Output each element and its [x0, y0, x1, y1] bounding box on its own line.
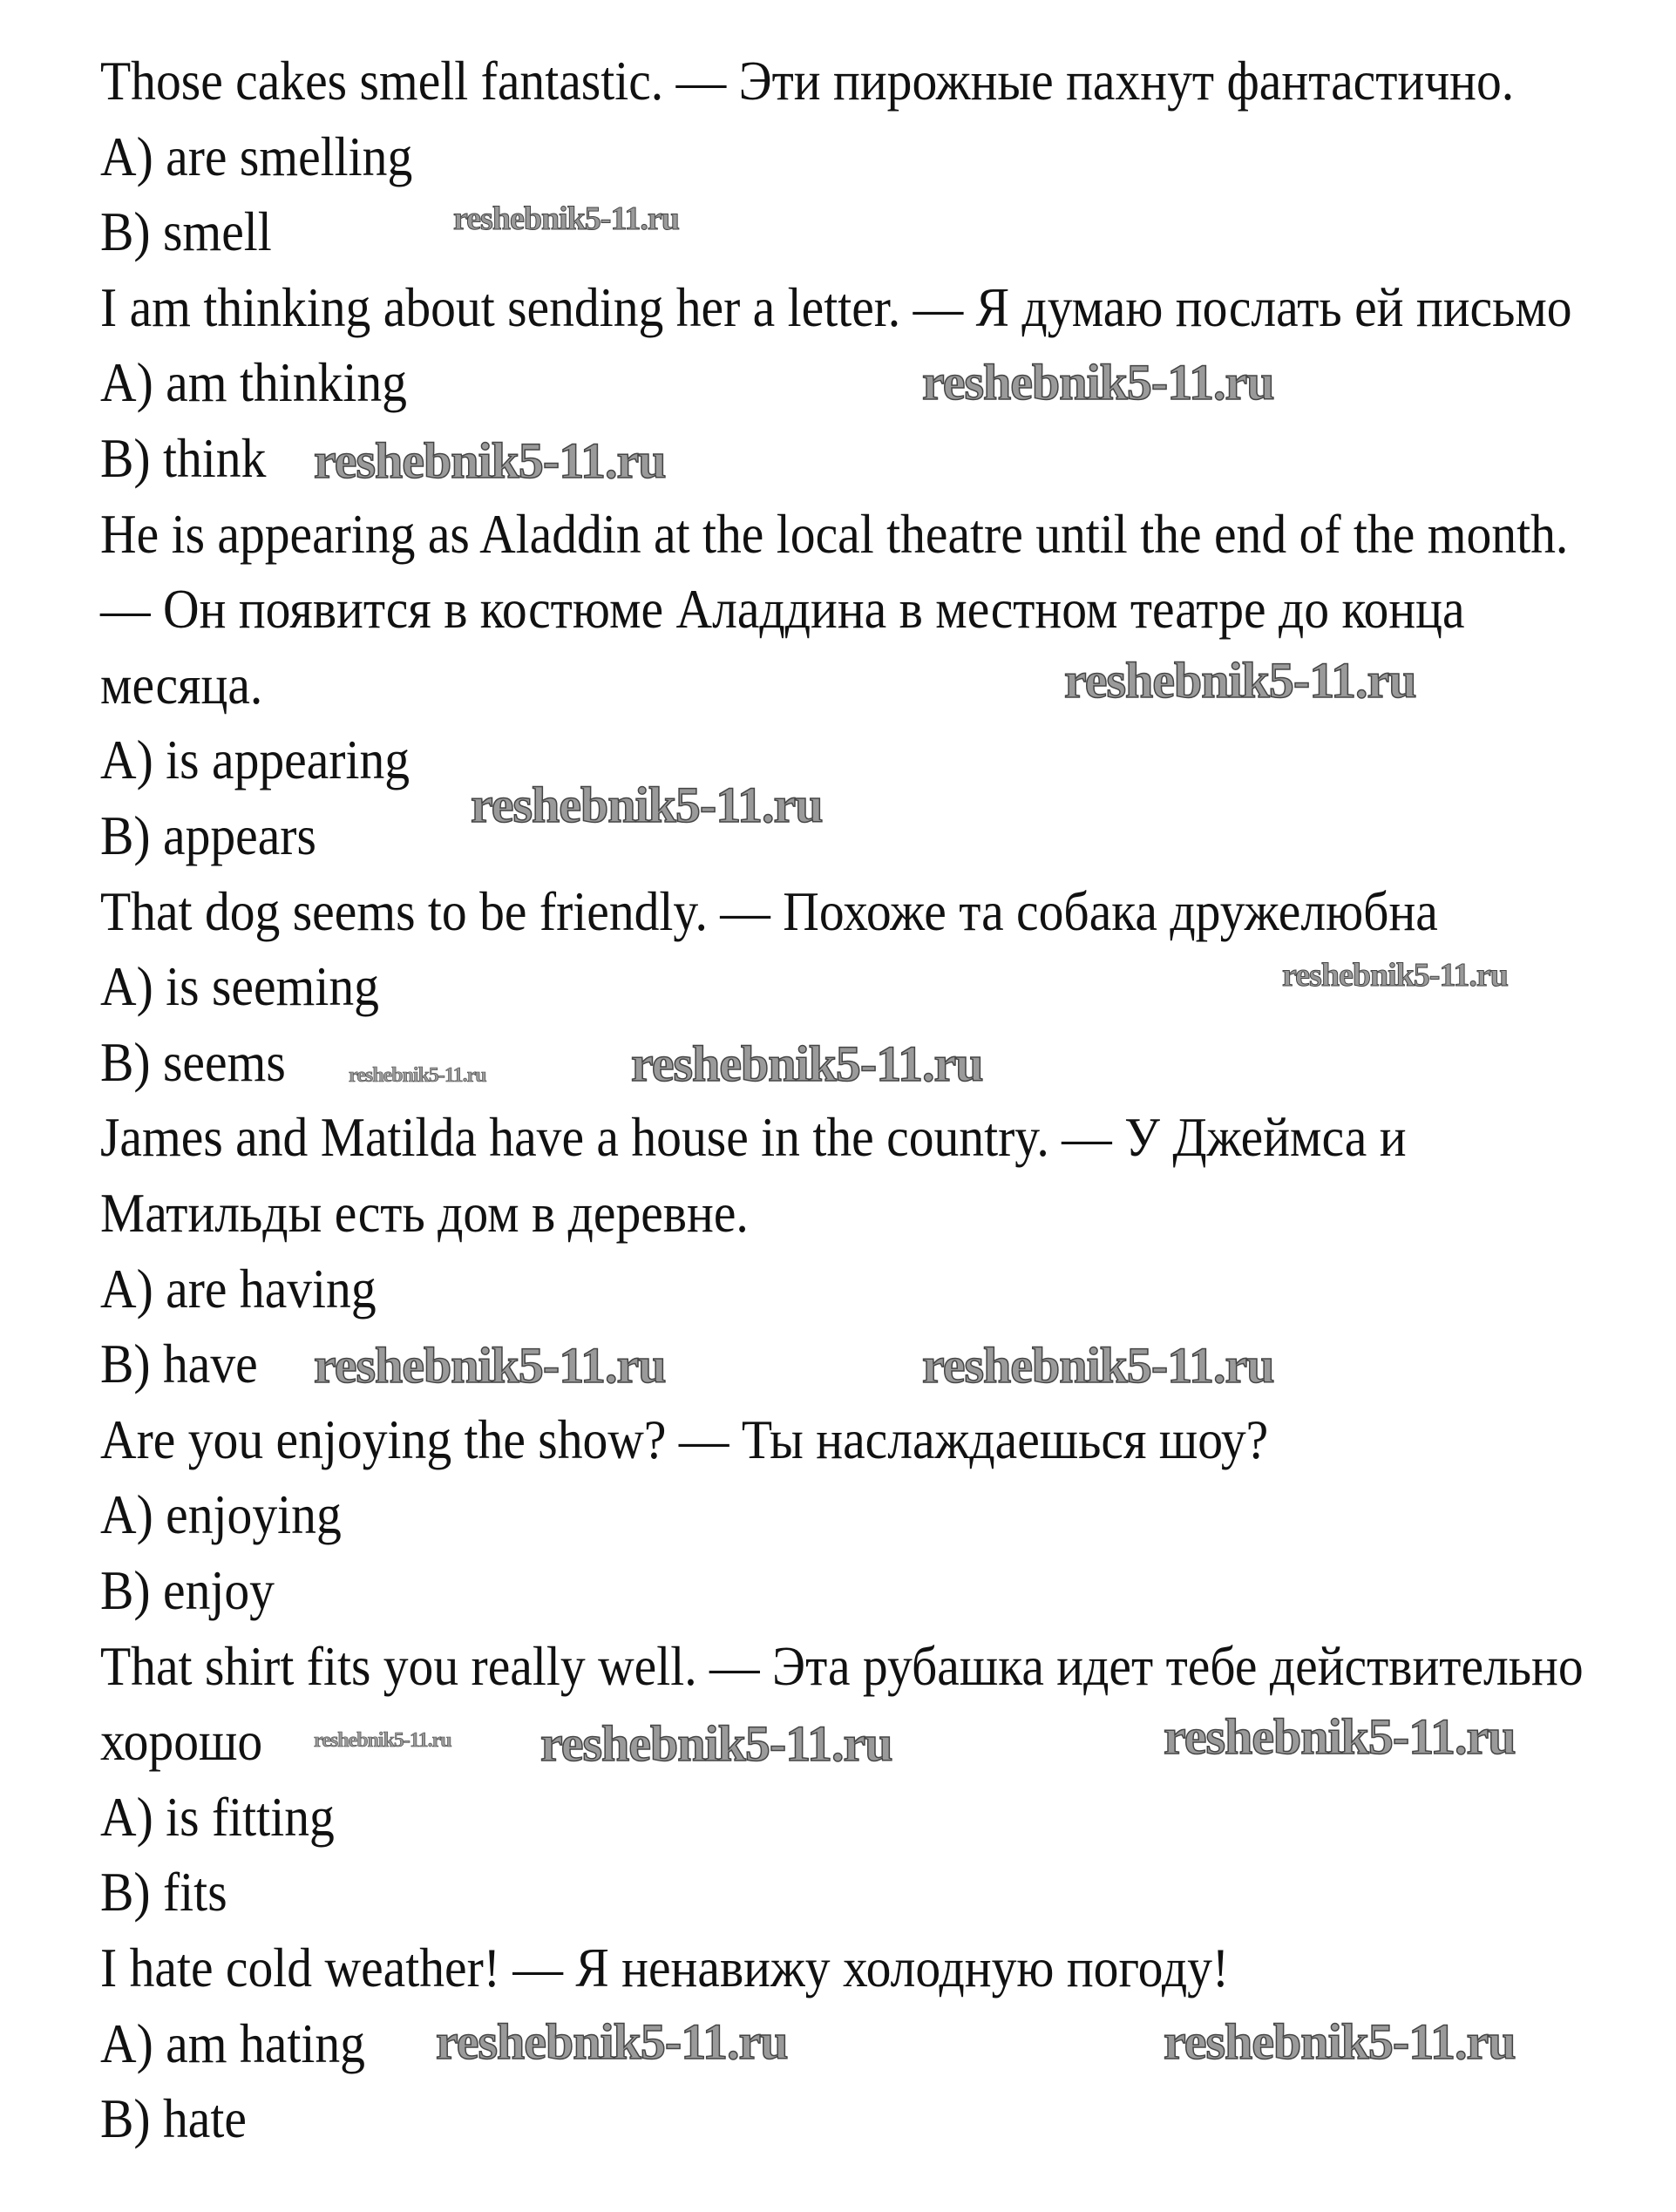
text-line: I am thinking about sending her a letter. — Я думаю послать ей письмо: [100, 275, 1572, 338]
text-line: That shirt fits you really well. — Эта рубашка идет тебе действительно: [100, 1634, 1584, 1697]
answer-option: A) are having: [100, 1257, 377, 1320]
text-line: месяца.: [100, 653, 263, 716]
answer-option: A) is fitting: [100, 1785, 335, 1848]
watermark: reshebnik5-11.ru: [453, 200, 679, 237]
watermark: reshebnik5-11.ru: [436, 2013, 788, 2070]
watermark: reshebnik5-11.ru: [314, 432, 666, 489]
watermark: reshebnik5-11.ru: [314, 1337, 666, 1394]
watermark: reshebnik5-11.ru: [631, 1035, 983, 1092]
text-line: He is appearing as Aladdin at the local theatre until the end of the month.: [100, 502, 1569, 565]
answer-option: A) am thinking: [100, 351, 407, 414]
text-line: хорошо: [100, 1710, 263, 1773]
text-line: Матильды есть дом в деревне.: [100, 1182, 749, 1244]
text-line: Those cakes smell fantastic. — Эти пирожные пахнут фантастично.: [100, 50, 1515, 112]
watermark: reshebnik5-11.ru: [471, 777, 823, 833]
answer-option: A) are smelling: [100, 125, 413, 187]
text-line: That dog seems to be friendly. — Похоже та собака дружелюбна: [100, 879, 1438, 942]
answer-option: B) seems: [100, 1030, 286, 1093]
answer-option: A) is appearing: [100, 729, 411, 791]
watermark: reshebnik5-11.ru: [922, 1337, 1274, 1394]
watermark: reshebnik5-11.ru: [1164, 2013, 1516, 2070]
watermark: reshebnik5-11.ru: [1282, 957, 1508, 994]
watermark: reshebnik5-11.ru: [349, 1064, 486, 1087]
text-line: — Он появится в костюме Аладдина в местном театре до конца: [100, 578, 1465, 641]
answer-option: A) is seeming: [100, 955, 379, 1018]
answer-option: B) smell: [100, 200, 272, 263]
watermark: reshebnik5-11.ru: [1064, 652, 1416, 709]
watermark: reshebnik5-11.ru: [1164, 1708, 1516, 1765]
watermark: reshebnik5-11.ru: [922, 354, 1274, 411]
watermark: reshebnik5-11.ru: [314, 1729, 451, 1752]
text-line: James and Matilda have a house in the country. — У Джеймса и: [100, 1106, 1407, 1169]
answer-option: B) appears: [100, 804, 316, 866]
answer-option: B) think: [100, 427, 267, 489]
text-line: I hate cold weather! — Я ненавижу холодную погоду!: [100, 1937, 1230, 1998]
text-line: Are you enjoying the show? — Ты наслаждаешься шоу?: [100, 1408, 1269, 1470]
answer-option: B) have: [100, 1333, 258, 1395]
answer-option: A) enjoying: [100, 1483, 342, 1546]
answer-option: A) am hating: [100, 2012, 365, 2074]
answer-option: B) hate: [100, 2087, 247, 2150]
answer-option: B) enjoy: [100, 1559, 275, 1621]
answer-option: B) fits: [100, 1861, 227, 1924]
watermark: reshebnik5-11.ru: [540, 1715, 892, 1772]
